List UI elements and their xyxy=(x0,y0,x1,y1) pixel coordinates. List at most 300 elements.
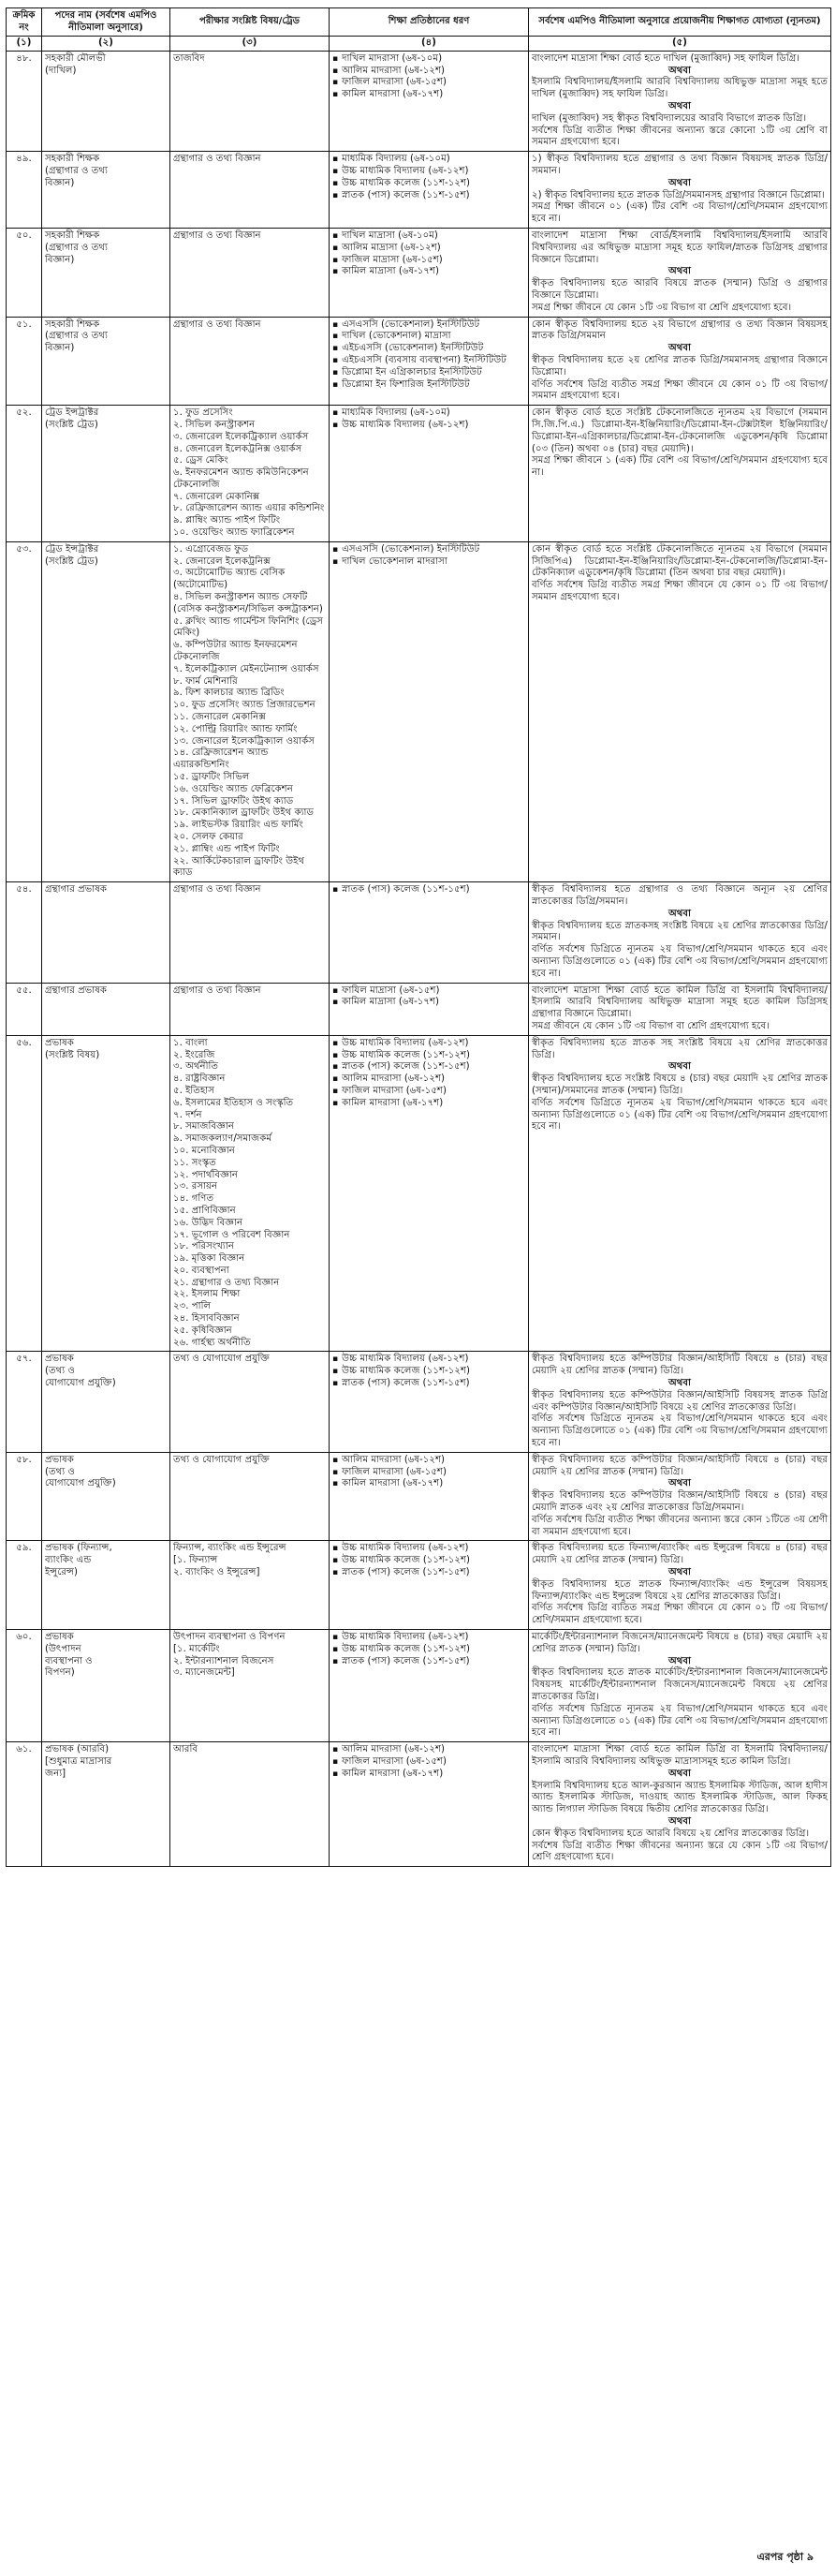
post-name-line: বিজ্ঞান) xyxy=(45,177,75,188)
subject-item: ১২. পদার্থবিজ্ঞান xyxy=(173,1169,238,1180)
qualification-cell xyxy=(529,1541,831,1630)
post-name-line: (তথ্য ও xyxy=(45,1366,75,1377)
qualification-text: বাংলাদেশ মাদ্রাসা শিক্ষা বোর্ড হতে দাখিল (মুজাব্বিদ) সহ ফাযিল ডিগ্রি। xyxy=(532,52,800,64)
qualification-cell xyxy=(529,228,831,317)
subject-cell xyxy=(170,1352,330,1452)
qualification-cell xyxy=(529,1352,831,1452)
post-name-line: (উৎপাদন xyxy=(45,1643,81,1654)
post-name-line: ট্রেড ইন্সট্রাক্টর xyxy=(45,543,99,555)
subject-item: ২০. সেলফ কেয়ার xyxy=(173,832,243,842)
post-name-line: বিজ্ঞান) xyxy=(45,254,75,265)
post-name-line: সহকারী শিক্ষক xyxy=(45,318,100,330)
header-post-name: পদের নাম (সর্বশেষ এমপিও নীতিমালা অনুসারে) xyxy=(42,8,170,37)
subject-item: ৮. সমাজবিজ্ঞান xyxy=(173,1121,234,1133)
institution-item: ▪ কামিল মাদ্রাসা (৬ষ-১৭শ) xyxy=(332,997,525,1009)
post-name-cell xyxy=(42,1352,170,1452)
qualification-text: ২) স্বীকৃত বিশ্ববিদ্যালয় হতে স্নাতক ডিগ্রি/সমমানসহ গ্রন্থাগার বিজ্ঞানে ডিপ্লোমা। xyxy=(532,189,826,200)
post-name-cell xyxy=(42,1035,170,1352)
subject-item: ২১. প্লাম্বিং এন্ড পাইপ ফিটিং xyxy=(173,843,280,854)
institution-item: ▪ উচ্চ মাধ্যমিক কলেজ (১১শ-১২শ) xyxy=(332,1366,525,1378)
or-divider: অথবা xyxy=(667,177,692,188)
institution-item: ▪ ফাযিল মাদ্রাসা (৬ষ-১৫শ) xyxy=(332,985,525,998)
post-name-line: ইন্সুরেন্স) xyxy=(45,1567,79,1578)
institution-item: ▪ কামিল মাদরাসা (৬ষ-১৭শ) xyxy=(332,89,525,101)
serial-cell: ৪৯. xyxy=(7,152,42,229)
institution-item: ▪ উচ্চ মাধ্যমিক বিদ্যালয় (৬ষ-১২শ) xyxy=(332,1354,525,1366)
institution-item: ▪ দাখিল (ভোকেশনাল) মাদ্রাসা xyxy=(332,331,525,343)
table-row xyxy=(7,317,831,406)
subject-cell xyxy=(170,1630,330,1742)
serial-cell: ৬১. xyxy=(7,1742,42,1867)
institution-item: ▪ ফাজিল মাদরাসা (৬ষ-১৫শ) xyxy=(332,1467,525,1479)
subject-item: ৬. ইসলামের ইতিহাস ও সংস্কৃতি xyxy=(173,1097,294,1108)
qualification-text: স্বীকৃত বিশ্ববিদ্যালয় হতে গ্রন্থাগার ও তথ্য বিজ্ঞানে অন্যূন ২য় শ্রেণির স্নাতকোত্তর ডিগ্রি/সমমান। xyxy=(532,884,828,907)
qualification-text: বর্ণিত সর্বশেষ ডিগ্রি ব্যতীত সমগ্র শিক্ষা জীবনে যে কোন ০১ টি ৩য় বিভাগ/সমমান গ্রহণযোগ্য হবে। xyxy=(532,378,828,402)
qualification-text: কোন স্বীকৃত বিশ্ববিদ্যালয় হতে আরবি বিষয়ে ২য় শ্রেণির স্নাতকোত্তর ডিগ্রি। xyxy=(532,1828,810,1839)
institution-item: ▪ এইচএসসি (ব্যবসায় ব্যবস্থাপনা) ইনস্টিটিউট xyxy=(332,355,525,367)
subject-item: ৩. অর্থনীতি xyxy=(173,1061,219,1073)
or-divider: অথবা xyxy=(667,1061,692,1073)
qualification-text: সমগ্র শিক্ষা জীবনে ০১ (এক) টির বেশি ৩য় বিভাগ/শ্রেণি/সমমান গ্রহণযোগ্য হবে না। xyxy=(532,201,828,225)
serial-cell: ৫৮. xyxy=(7,1452,42,1541)
qualification-cell xyxy=(529,983,831,1035)
institution-item: ▪ ফাজিল মাদরাসা (৬ষ-১৫শ) xyxy=(332,1086,525,1098)
qualification-text: ইসলামি বিশ্ববিদ্যালয়/ইসলামি আরবি বিশ্ববিদ্যালয় অধিভুক্ত মাদ্রাসা সমূহ হতে দাখিল (মুজাব্বিদ) সহ ফাযিল ডিগ্রি। xyxy=(532,77,828,100)
subject-item: ১. বাংলা xyxy=(173,1037,208,1048)
subject-item: ১৬. ওয়েল্ডিং অ্যান্ড ফেব্রিকেশন xyxy=(173,783,293,794)
qualification-text: স্বীকৃত বিশ্ববিদ্যালয় হতে স্নাতক মার্কেটিং/ইন্টারন্যাশনাল বিজনেস/ম্যানেজমেন্ট বিষয়সহ মার্কেটিং/ইন্টারন্যাশনাল বিজনেস/ম্যানেজমেন্ট বিষয়ে ২য় শ্রেণির স্নাতকোত্তর ডিগ্রি। xyxy=(532,1667,828,1702)
qualification-text: বর্ণিত সর্বশেষ ডিগ্রি ব্যতিত সমগ্র শিক্ষা জীবনে যে কোন ০১ টি ৩য় বিভাগ/শ্রেণি/সমমান গ্রহণযোগ্য হবে। xyxy=(532,1603,828,1626)
subject-item: ৩. অটোমোটিভ অ্যান্ড বেসিক (অটোমোটিভ) xyxy=(173,568,286,591)
subject-cell xyxy=(170,1541,330,1630)
subject-item: ৩. ম্যানেজমেন্ট] xyxy=(173,1667,235,1679)
qualification-cell xyxy=(529,1452,831,1541)
qualification-text: স্বীকৃত বিশ্ববিদ্যালয় হতে কম্পিউটার বিজ্ঞান/আইসিটি বিষয়ে ৪ (চার) বছর মেয়াদি ২য় শ্রেণির স্নাতক (সম্মান) ডিগ্রি। xyxy=(532,1354,828,1377)
column-number: (৪) xyxy=(330,37,529,52)
table-header-row xyxy=(7,8,831,37)
subject-cell xyxy=(170,228,330,317)
post-name-line: সহকারী শিক্ষক xyxy=(45,154,100,165)
institution-item: ▪ স্নাতক (পাস) কলেজ (১১শ-১৫শ) xyxy=(332,1378,525,1390)
qualification-text: সমগ্র শিক্ষা জীবনে ১ (এক) টির বেশি ৩য় বিভাগ/শ্রেণি/সমমান গ্রহণযোগ্য হবে না। xyxy=(532,455,828,479)
table-row xyxy=(7,228,831,317)
institution-item: ▪ স্নাতক (পাস) কলেজ (১১শ-১৫শ) xyxy=(332,884,525,896)
institution-cell xyxy=(330,882,529,983)
post-name-line: বিজ্ঞান) xyxy=(45,343,75,354)
serial-cell: ৫৬. xyxy=(7,1035,42,1352)
table-row xyxy=(7,51,831,151)
subject-item: উৎপাদন ব্যবস্থাপনা ও বিপণন xyxy=(173,1632,286,1642)
subject-item: ৭. জেনারেল মেকানিক্স xyxy=(173,491,260,502)
subject-item: ২৫. কৃষিবিজ্ঞান xyxy=(173,1325,232,1336)
header-qualification: সর্বশেষ এমপিও নীতিমালা অনুসারে প্রয়োজনীয় শিক্ষাগত যোগ্যতা (ন্যূনতম) xyxy=(529,8,831,37)
table-row xyxy=(7,1035,831,1352)
institution-item: ▪ উচ্চ মাধ্যমিক বিদ্যালয় (৬ষ-১২শ) xyxy=(332,420,525,432)
serial-cell: ৫৭. xyxy=(7,1352,42,1452)
subject-cell xyxy=(170,1452,330,1541)
post-name-cell xyxy=(42,882,170,983)
institution-cell xyxy=(330,317,529,406)
institution-cell xyxy=(330,1035,529,1352)
post-name-cell xyxy=(42,317,170,406)
post-name-cell xyxy=(42,1452,170,1541)
post-name-cell xyxy=(42,406,170,542)
institution-cell xyxy=(330,152,529,229)
institution-item: ▪ স্নাতক (পাস) কলেজ (১১শ-১৫শ) xyxy=(332,1656,525,1668)
post-name-cell xyxy=(42,1630,170,1742)
post-name-line: (গ্রন্থাগার ও তথ্য xyxy=(45,331,108,342)
subject-item: ২৪. হিসাববিজ্ঞান xyxy=(173,1313,240,1325)
subject-item: গ্রন্থাগার ও তথ্য বিজ্ঞান xyxy=(173,318,261,330)
qualification-text: স্বীকৃত বিশ্ববিদ্যালয় হতে স্নাতক ফিন্যান্স/ব্যাংকিং এন্ড ইন্সুরেন্স বিষয়সহ ফিন্যান্স/ব্যাংকিং এন্ড ইন্সুরেন্স বিষয়ে ২য় শ্রেণির স্নাতকোত্তর ডিগ্রি। xyxy=(532,1578,828,1602)
qualification-cell xyxy=(529,882,831,983)
institution-item: ▪ উচ্চ মাধ্যমিক কলেজ (১১শ-১২শ) xyxy=(332,178,525,190)
post-name-line: প্রভাষক (আরবি) xyxy=(45,1744,110,1755)
subject-item: ৭. দর্শন xyxy=(173,1109,202,1120)
qualification-text: বাংলাদেশ মাদ্রাসা শিক্ষা বোর্ড হতে কামিল ডিগ্রি বা ইসলামি বিশ্ববিদ্যালয়/ইসলামি আরবি বিশ্ববিদ্যালয় অধিভুক্ত মাদ্রাসাসমূহ হতে কামিল ডিগ্রি। xyxy=(532,1744,828,1767)
subject-cell xyxy=(170,541,330,881)
or-divider: অথবা xyxy=(667,1815,692,1827)
serial-cell: ৫৪. xyxy=(7,882,42,983)
institution-item: ▪ উচ্চ মাধ্যমিক বিদ্যালয় (৬ষ-১২শ) xyxy=(332,1632,525,1644)
qualification-cell xyxy=(529,1742,831,1867)
subject-item: ৫. ক্লথিং অ্যান্ড গার্মেন্টস ফিনিশিং (ড্রেস মেকিং) xyxy=(173,615,323,639)
subject-item: ২১. গ্রন্থাগার ও তথ্য বিজ্ঞান xyxy=(173,1277,280,1288)
institution-item: ▪ দাখিল মাদরাসা (৬ষ-১০ম) xyxy=(332,53,525,66)
subject-item: ফিন্যান্স, ব্যাংকিং এন্ড ইন্সুরেন্স xyxy=(173,1543,286,1554)
institution-cell xyxy=(330,406,529,542)
institution-cell xyxy=(330,983,529,1035)
subject-cell xyxy=(170,1035,330,1352)
header-institution-type: শিক্ষা প্রতিষ্ঠানের ধরণ xyxy=(330,8,529,37)
subject-item: [১. মার্কেটিং xyxy=(173,1643,220,1654)
or-divider: অথবা xyxy=(667,100,692,111)
qualification-text: কোন স্বীকৃত বোর্ড হতে সংশ্লিষ্ট টেকনোলজিতে ন্যূনতম ২য় বিভাগে (সমমান সি.জি.পি.এ.) ডিপ্লোমা-ইন-ইঞ্জিনিয়ারিং/ডিপ্লোমা-ইন-টেক্সটাইল ইঞ্জিনিয়ারিং/ডিপ্লোমা-ইন-এগ্রিকালচার/ডিপ্লোমা-ইন-টেকনোলজি এডুকেশন/কৃষি ডিপ্লোমা (০৩ (তিন) অথবা ০৪ (চার) বছর মেয়াদি)। xyxy=(532,407,828,454)
subject-item: গ্রন্থাগার ও তথ্য বিজ্ঞান xyxy=(173,154,261,165)
or-divider: অথবা xyxy=(667,1567,692,1578)
qualification-text: বর্ণিত সর্বশেষ ডিগ্রি ব্যতীত সমগ্র শিক্ষা জীবনে যে কোন ০১ টি ৩য় বিভাগ/সমমান গ্রহণযোগ্য হবে। xyxy=(532,580,828,603)
qualification-text: ১) স্বীকৃত বিশ্ববিদ্যালয় হতে গ্রন্থাগার ও তথ্য বিজ্ঞান বিষয়সহ স্নাতক ডিগ্রি/সমমান। xyxy=(532,154,828,176)
institution-item: ▪ স্নাতক (পাস) কলেজ (১১শ-১৫শ) xyxy=(332,1567,525,1579)
qualification-cell xyxy=(529,1035,831,1352)
subject-item: ৯. ফিশ কালচার অ্যান্ড ব্রিডিং xyxy=(173,688,285,699)
post-name-line: (সংশ্লিষ্ট বিষয়) xyxy=(45,1049,100,1060)
qualification-cell xyxy=(529,1630,831,1742)
subject-cell xyxy=(170,51,330,151)
institution-cell xyxy=(330,1352,529,1452)
qualification-text: স্বীকৃত বিশ্ববিদ্যালয় হতে কম্পিউটার বিজ্ঞান/আইসিটি বিষয়সহ স্নাতক ডিগ্রি এবং কম্পিউটার বিজ্ঞান/আইসিটি বিষয়ে ২য় শ্রেণির স্নাতকোত্তর ডিগ্রি। xyxy=(532,1389,828,1413)
or-divider: অথবা xyxy=(667,908,692,919)
qualification-cell xyxy=(529,51,831,151)
qualification-cell xyxy=(529,317,831,406)
institution-item: ▪ আলিম মাদরাসা (৬ষ-১২শ) xyxy=(332,1744,525,1756)
qualification-text: বাংলাদেশ মাদ্রাসা শিক্ষা বোর্ড/ইসলামি বিশ্ববিদ্যালয়/ইসলামি আরবি বিশ্ববিদ্যালয় এর অধিভুক্ত মাদ্রাসা সমূহ হতে ফাযিল/স্নাতক ডিগ্রিসহ গ্রন্থাগার বিজ্ঞানে ডিপ্লোমা। xyxy=(532,229,828,265)
institution-cell xyxy=(330,228,529,317)
institution-item: ▪ মাধ্যমিক বিদ্যালয় (৬ষ-১০ম) xyxy=(332,154,525,166)
qualification-text: সমগ্র জীবনে যে কোন ১টি ৩য় বিভাগ বা শ্রেণি গ্রহণযোগ্য হবে। xyxy=(532,1020,770,1031)
or-divider: অথবা xyxy=(667,1655,692,1666)
subject-item: ২. ব্যাংকিং ও ইন্সুরেন্স] xyxy=(173,1567,260,1578)
table-row xyxy=(7,406,831,542)
institution-item: ▪ কামিল মাদরাসা (৬ষ-১৭শ) xyxy=(332,1769,525,1781)
post-name-cell xyxy=(42,51,170,151)
subject-item: তথ্য ও যোগাযোগ প্রযুক্তি xyxy=(173,1354,270,1365)
subject-item: ১১. জেনারেল মেকানিক্স xyxy=(173,712,266,723)
subject-item: ১৭. ভূগোল ও পরিবেশ বিজ্ঞান xyxy=(173,1229,290,1240)
subject-item: ১১. সংস্কৃত xyxy=(173,1157,216,1168)
qualification-text: স্বীকৃত বিশ্ববিদ্যালয় হতে স্নাতক সহ সংশ্লিষ্ট বিষয়ে ২য় শ্রেণির স্নাতকোত্তর ডিগ্রি। xyxy=(532,1037,828,1060)
column-number-row xyxy=(7,37,831,52)
institution-item: ▪ কামিল মাদ্রাসা (৬ষ-১৭শ) xyxy=(332,266,525,278)
subject-cell xyxy=(170,317,330,406)
subject-cell xyxy=(170,406,330,542)
post-name-line: (সংশ্লিষ্ট ট্রেড) xyxy=(45,419,98,430)
subject-item: ২২. আর্কিটেকচারাল ড্রাফটিং উইথ ক্যাড xyxy=(173,855,305,879)
table-body xyxy=(7,51,831,1866)
next-page-note: এরপর পৃষ্ঠা ৯ xyxy=(756,2551,814,2563)
subject-item: ২৬. গার্হস্থ্য অর্থনীতি xyxy=(173,1337,251,1348)
post-name-line: প্রভাষক xyxy=(45,1037,74,1048)
institution-item: ▪ দাখিল মাদ্রাসা (৬ষ-১০ম) xyxy=(332,230,525,243)
institution-item: ▪ কামিল মাদরাসা (৬ষ-১৭শ) xyxy=(332,1478,525,1490)
post-name-cell xyxy=(42,983,170,1035)
subject-item: ১৯. মৃত্তিকা বিজ্ঞান xyxy=(173,1253,245,1265)
qualification-text: স্বীকৃত বিশ্ববিদ্যালয় হতে কম্পিউটার বিজ্ঞান/আইসিটি বিষয়ে ৪ (চার) বছর মেয়াদি স্নাতক এবং ২য় শ্রেণির স্নাতকোত্তর ডিগ্রি/সমমান। xyxy=(532,1490,828,1514)
subject-item: ১৪. রেফ্রিজারেশন অ্যান্ড এয়ারকন্ডিশনিং xyxy=(173,748,269,771)
post-name-line: গ্রন্থাগার প্রভাষক xyxy=(45,985,107,996)
subject-item: গ্রন্থাগার ও তথ্য বিজ্ঞান xyxy=(173,985,261,996)
institution-item: ▪ উচ্চ মাধ্যমিক কলেজ (১১শ-১২শ) xyxy=(332,1555,525,1567)
subject-item: ৯. সমাজকল্যাণ/সমাজকর্ম xyxy=(173,1133,272,1145)
post-name-line: (তথ্য ও xyxy=(45,1466,75,1477)
post-name-line: ব্যাংকিং এন্ড xyxy=(45,1555,92,1566)
subject-item: ১৩. রসায়ন xyxy=(173,1181,218,1192)
qualification-text: কোন স্বীকৃত বিশ্ববিদ্যালয় হতে ২য় বিভাগে গ্রন্থাগার ও তথ্য বিজ্ঞান বিষয়সহ স্নাতক ডিগ্রি/সমমান xyxy=(532,318,828,342)
post-name-line: (সংশ্লিষ্ট ট্রেড) xyxy=(45,555,98,567)
subject-item: ৬. ইনফরমেশন অ্যান্ড কমিউনিকেশন টেকনোলজি xyxy=(173,467,309,490)
post-name-line: বিপণন) xyxy=(45,1667,75,1679)
post-name-line: গ্রন্থাগার প্রভাষক xyxy=(45,884,107,896)
institution-cell xyxy=(330,1541,529,1630)
serial-cell: ৫২. xyxy=(7,406,42,542)
subject-cell xyxy=(170,983,330,1035)
subject-item: ২. ইন্টারন্যাশনাল বিজনেস xyxy=(173,1655,274,1666)
qualification-text: বর্ণিত সর্বশেষ ডিগ্রিতে ন্যূনতম ২য় বিভাগ/শ্রেণি/সমমান থাকতে হবে এবং অন্যান্য ডিগ্রিগুলোতে ০১ (এক) টির বেশি ৩য় বিভাগ/শ্রেণি/সমমান গ্রহণযোগ্য হবে না। xyxy=(532,1097,828,1133)
column-number: (২) xyxy=(42,37,170,52)
subject-item: ১৩. জেনারেল ইলেকট্রিক্যাল ওয়ার্কস xyxy=(173,735,315,747)
subject-item: ১০. মনোবিজ্ঞান xyxy=(173,1145,235,1156)
serial-cell: ৫৩. xyxy=(7,541,42,881)
subject-item: তাজবিদ xyxy=(173,52,205,64)
table-row xyxy=(7,1452,831,1541)
subject-item: গ্রন্থাগার ও তথ্য বিজ্ঞান xyxy=(173,229,261,241)
qualification-text: বর্ণিত সর্বশেষ ডিগ্রিতে ন্যূনতম ২য় বিভাগ/শ্রেণি/সমমান থাকতে হবে এবং অন্যান্য ডিগ্রিগুলোতে ০১ (এক) টির বেশি ৩য় বিভাগ/শ্রেণি/সমমান গ্রহণযোগ্য হবে না। xyxy=(532,1414,828,1449)
qualification-text: বর্ণিত সর্বশেষ ডিগ্রি ব্যতীত শিক্ষা জীবনের অন্যান্য স্তরে কোন ১টিতে ৩য় শ্রেণী বা সমমান গ্রহণযোগ্য হবে। xyxy=(532,1514,828,1537)
header-serial: ক্রমিক নং xyxy=(7,8,42,37)
table-row xyxy=(7,1742,831,1867)
post-name-cell xyxy=(42,541,170,881)
post-name-line: সহকারী শিক্ষক xyxy=(45,229,100,241)
post-name-cell xyxy=(42,228,170,317)
institution-item: ▪ ফাজিল মাদ্রাসা (৬ষ-১৫শ) xyxy=(332,255,525,267)
subject-item: ৪. রাষ্ট্রবিজ্ঞান xyxy=(173,1073,226,1085)
subject-item: ১৪. গণিত xyxy=(173,1193,214,1205)
qualification-text: বর্ণিত সর্বশেষ ডিগ্রিতে ন্যূনতম ২য় বিভাগ/শ্রেণি/সমমান থাকতে হবে এবং অন্যান্য ডিগ্রিগুলোতে ০১ (এক) টির বেশি ৩য় বিভাগ/শ্রেণি/সমমান গ্রহণযোগ্য হবে না। xyxy=(532,1703,828,1739)
table-row xyxy=(7,541,831,881)
serial-cell: ৫৯. xyxy=(7,1541,42,1630)
or-divider: অথবা xyxy=(667,1378,692,1389)
subject-item: ১. ফুড প্রসেসিং xyxy=(173,407,233,419)
column-number: (৩) xyxy=(170,37,330,52)
column-number: (১) xyxy=(7,37,42,52)
institution-item: ▪ কামিল মাদরাসা (৬ষ-১৭শ) xyxy=(332,1098,525,1110)
subject-item: ১৬. উদ্ভিদ বিজ্ঞান xyxy=(173,1217,243,1228)
qualification-text: ইসলামি বিশ্ববিদ্যালয় হতে আল-কুরআন অ্যান্ড ইসলামিক স্টাডিজ, আল হাদীস অ্যান্ড ইসলামিক স্টাডিজ, দাওয়াহ অ্যান্ড ইসলামিক স্টাডিজ, আল ফিকহ অ্যান্ড লিগ্যাল স্টাডিজ বিষয়ে দ্বিতীয় শ্রেণির স্নাতকোত্তর ডিগ্রি। xyxy=(532,1780,828,1815)
subject-item: গ্রন্থাগার ও তথ্য বিজ্ঞান xyxy=(173,884,261,896)
table-row xyxy=(7,882,831,983)
institution-cell xyxy=(330,1630,529,1742)
serial-cell: ৫৫. xyxy=(7,983,42,1035)
institution-item: ▪ আলিম মাদরাসা (৬ষ-১২শ) xyxy=(332,66,525,78)
subject-item: ৮. রেফ্রিজারেশন অ্যান্ড এয়ার কন্ডিশনিং xyxy=(173,503,325,514)
subject-item: ৩. জেনারেল ইলেকট্রিক্যাল ওয়ার্কস xyxy=(173,431,309,442)
institution-cell xyxy=(330,1452,529,1541)
qualification-text: মার্কেটিং/ইন্টারন্যাশনাল বিজনেস/ম্যানেজমেন্ট বিষয়ে ৪ (চার) বছর মেয়াদি ২য় শ্রেণির স্নাতক (সম্মান) ডিগ্রি। xyxy=(532,1632,828,1654)
post-name-line: যোগাযোগ প্রযুক্তি) xyxy=(45,1378,116,1389)
institution-item: ▪ আলিম মাদরাসা (৬ষ-১২শ) xyxy=(332,1073,525,1086)
institution-item: ▪ ডিপ্লোমা ইন এগ্রিকালচার ইনস্টিটিউট xyxy=(332,367,525,379)
subject-item: ৮. ফার্ম মেশিনারি xyxy=(173,675,238,687)
post-name-cell xyxy=(42,1541,170,1630)
subject-item: ১২. পোল্ট্রি রিয়ারিং অ্যান্ড ফার্মিং xyxy=(173,723,298,734)
institution-item: ▪ উচ্চ মাধ্যমিক বিদ্যালয় (৬ষ-১২শ) xyxy=(332,1038,525,1050)
post-name-line: সহকারী মৌলভী xyxy=(45,52,106,64)
or-divider: অথবা xyxy=(667,1768,692,1779)
subject-item: ২২. ইসলাম শিক্ষা xyxy=(173,1289,241,1300)
post-name-line: প্রভাষক xyxy=(45,1354,74,1365)
subject-item: ১৯. লাইভস্টক রিয়ারিং এন্ড ফার্মিং xyxy=(173,820,303,831)
subject-item: ১৫. প্রাণিবিজ্ঞান xyxy=(173,1205,236,1216)
institution-cell xyxy=(330,541,529,881)
subject-item: ১৫. ড্রাফটিং সিভিল xyxy=(173,772,250,783)
serial-cell: ৪৮. xyxy=(7,51,42,151)
subject-item: ৭. ইলেকট্রিক্যাল মেইনটেন্যান্স ওয়ার্কস xyxy=(173,663,319,674)
subject-item: [১. ফিন্যান্স xyxy=(173,1555,218,1566)
post-name-line: ট্রেড ইন্সট্রাক্টর xyxy=(45,407,99,419)
or-divider: অথবা xyxy=(667,1478,692,1489)
qualification-text: সর্বশেষ ডিগ্রি ব্যতীত শিক্ষা জীবনের অন্যান্য স্তরে যে কোন ১টি ৩য় বিভাগ/শ্রেণি গ্রহণযোগ্য হবে। xyxy=(532,1840,828,1863)
post-name-line: জন্য] xyxy=(45,1768,66,1779)
subject-item: ১. এগ্রোবেজড ফুড xyxy=(173,543,249,555)
or-divider: অথবা xyxy=(667,65,692,76)
institution-item: ▪ উচ্চ মাধ্যমিক কলেজ (১১শ-১২শ) xyxy=(332,1644,525,1656)
post-name-cell xyxy=(42,152,170,229)
qualification-text: সমগ্র শিক্ষা জীবনে যে কোন ১টি ৩য় বিভাগ বা শ্রেণি গ্রহণযোগ্য হবে। xyxy=(532,302,792,313)
subject-item: ১৮. মেকানিক্যাল ড্রাফটিং উইথ ক্যাড xyxy=(173,807,314,819)
or-divider: অথবা xyxy=(667,266,692,277)
qualification-text: কোন স্বীকৃত বোর্ড হতে সংশ্লিষ্ট টেকনোলজিতে ন্যূনতম ২য় বিভাগে (সমমান সিজিপিএ) ডিপ্লোমা-ইন-ইঞ্জিনিয়ারিং/ডিপ্লোমা-ইন-টেকনোলজি/ডিপ্লোমা-ইন-টেকনিক্যাল এডুকেশন/কৃষি ডিপ্লোমা (তিন অথবা চার বছর মেয়াদি)। xyxy=(532,543,828,579)
post-name-line: (দাখিল) xyxy=(45,65,77,76)
serial-cell: ৬০. xyxy=(7,1630,42,1742)
institution-cell xyxy=(330,51,529,151)
table-row xyxy=(7,152,831,229)
qualification-text: স্বীকৃত বিশ্ববিদ্যালয় হতে আরবি বিষয়ে স্নাতক (সম্মান) ডিগ্রি ও গ্রন্থাগার বিজ্ঞানে ডিপ্লোমা। xyxy=(532,278,828,301)
institution-item: ▪ ফাজিল মাদরাসা (৬ষ-১৫শ) xyxy=(332,77,525,89)
subject-item: ২৩. পালি xyxy=(173,1301,212,1312)
subject-item: ৯. প্লাম্বিং অ্যান্ড পাইপ ফিটিং xyxy=(173,515,281,526)
table-row xyxy=(7,1541,831,1630)
subject-item: ১০. ফুড প্রসেসিং অ্যান্ড প্রিজারভেশন xyxy=(173,700,315,711)
institution-item: ▪ দাখিল ভোকেশনাল মাদরাসা xyxy=(332,556,525,569)
qualification-text: বাংলাদেশ মাদ্রাসা শিক্ষা বোর্ড হতে কামিল ডিগ্রি বা ইসলামি বিশ্ববিদ্যালয়/ইসলামি আরবি বিশ্ববিদ্যালয় অধিভুক্ত মাদ্রাসা সমূহ হতে কামিল ডিগ্রিসহ গ্রন্থাগার বিজ্ঞানে ডিপ্লোমা। xyxy=(532,985,828,1020)
subject-cell xyxy=(170,1742,330,1867)
qualification-text: স্বীকৃত বিশ্ববিদ্যালয় হতে সংশ্লিষ্ট বিষয়ে ৪ (চার) বছর মেয়াদি ২য় শ্রেণির স্নাতক (সম্মান)/সমমানের স্নাতক (সম্মান) ডিগ্রি। xyxy=(532,1073,828,1096)
post-name-line: প্রভাষক xyxy=(45,1454,74,1465)
institution-item: ▪ স্নাতক (পাস) কলেজ (১১শ-১৫শ) xyxy=(332,190,525,202)
post-name-line: (গ্রন্থাগার ও তথ্য xyxy=(45,165,108,176)
subject-item: ৪. জেনারেল ইলেকট্রনিক্স ওয়ার্কস xyxy=(173,443,302,454)
subject-item: ৫. ড্রেস মেকিং xyxy=(173,455,228,466)
table-row xyxy=(7,983,831,1035)
post-name-line: প্রভাষক xyxy=(45,1632,74,1642)
institution-item: ▪ এসএসসি (ভোকেশনাল) ইনস্টিটিউট xyxy=(332,319,525,332)
post-name-cell xyxy=(42,1742,170,1867)
institution-item: ▪ ডিপ্লোমা ইন ফিশারিজ ইনস্টিটিউট xyxy=(332,379,525,392)
institution-item: ▪ আলিম মাদ্রাসা (৬ষ-১২শ) xyxy=(332,243,525,255)
subject-item: ২. ইংরেজি xyxy=(173,1049,215,1060)
subject-item: ৫. ইতিহাস xyxy=(173,1085,214,1096)
qualification-text: স্বীকৃত বিশ্ববিদ্যালয় হতে ফিন্যান্স/ব্যাংকিং এন্ড ইন্সুরেন্স বিষয়ে ৪ (চার) বছর মেয়াদি ২য় শ্রেণির স্নাতক (সম্মান) ডিগ্রি। xyxy=(532,1543,828,1566)
qualification-cell xyxy=(529,152,831,229)
institution-cell xyxy=(330,1742,529,1867)
qualification-text: দাখিল (মুজাব্বিদ) সহ স্বীকৃত বিশ্ববিদ্যালয়ের আরবি বিভাগে স্নাতক ডিগ্রি। xyxy=(532,112,807,124)
qualification-text: বর্ণিত সর্বশেষ ডিগ্রিতে ন্যূনতম ২য় বিভাগ/শ্রেণি/সমমান থাকতে হবে এবং অন্যান্য ডিগ্রিগুলোতে ০১ (এক) টির বেশি ৩য় বিভাগ/শ্রেণি/সমমান গ্রহণযোগ্য হবে না। xyxy=(532,944,828,979)
qualification-cell xyxy=(529,541,831,881)
or-divider: অথবা xyxy=(667,343,692,354)
institution-item: ▪ এসএসসি (ভোকেশনাল) ইনস্টিটিউট xyxy=(332,544,525,556)
institution-item: ▪ উচ্চ মাধ্যমিক বিদ্যালয় (৬ষ-১২শ) xyxy=(332,1543,525,1555)
header-subject: পরীক্ষার সংশ্লিষ্ট বিষয়/ট্রেড xyxy=(170,8,330,37)
institution-item: ▪ মাধ্যমিক বিদ্যালয় (৬ষ-১০ম) xyxy=(332,407,525,420)
post-name-line: ব্যবস্থাপনা ও xyxy=(45,1655,93,1666)
qualification-cell xyxy=(529,406,831,542)
post-name-line: প্রভাষক (ফিন্যান্স, xyxy=(45,1543,112,1554)
institution-item: ▪ উচ্চ মাধ্যমিক বিদ্যালয় (৬ষ-১২শ) xyxy=(332,166,525,178)
institution-item: ▪ উচ্চ মাধ্যমিক কলেজ (১১শ-১২শ) xyxy=(332,1050,525,1062)
qualification-text: সর্বশেষ ডিগ্রি ব্যতীত শিক্ষা জীবনের অন্যান্য স্তরে কোনো ১টি ৩য় শ্রেণি বা সমমান গ্রহণযোগ্য হবে। xyxy=(532,125,828,148)
institution-item: ▪ আলিম মাদরাসা (৬ষ-১২শ) xyxy=(332,1455,525,1467)
institution-item: ▪ এইচএসসি (ভোকেশনাল) ইনস্টিটিউট xyxy=(332,343,525,355)
institution-item: ▪ স্নাতক (পাস) কলেজ (১১শ-১৫শ) xyxy=(332,1061,525,1073)
post-name-line: (গ্রন্থাগার ও তথ্য xyxy=(45,242,108,253)
subject-item: ২০. ব্যবস্থাপনা xyxy=(173,1265,229,1276)
subject-cell xyxy=(170,882,330,983)
institution-item: ▪ ফাজিল মাদরাসা (৬ষ-১৫শ) xyxy=(332,1756,525,1769)
table-row xyxy=(7,1352,831,1452)
column-number: (৫) xyxy=(529,37,831,52)
qualification-text: স্বীকৃত বিশ্ববিদ্যালয় হতে ২য় শ্রেণির স্নাতক ডিগ্রি/সমমানসহ গ্রন্থাগার বিজ্ঞানে ডিপ্লোমা। xyxy=(532,354,828,378)
subject-item: ১৭. সিভিল ড্রাফটিং উইথ ক্যাড xyxy=(173,795,294,807)
subject-item: আরবি xyxy=(173,1744,198,1755)
serial-cell: ৫১. xyxy=(7,317,42,406)
qualification-text: স্বীকৃত বিশ্ববিদ্যালয় হতে স্নাতকসহ সংশ্লিষ্ট বিষয়ে ২য় শ্রেণির স্নাতকোত্তর ডিগ্রি/সমমান। xyxy=(532,920,828,943)
subject-item: ২. জেনারেল ইলেকট্রনিক্স xyxy=(173,555,271,567)
serial-cell: ৫০. xyxy=(7,228,42,317)
subject-item: ১৮. পরিসংখ্যান xyxy=(173,1241,234,1252)
subject-item: ৬. কম্পিউটার অ্যান্ড ইনফরমেশন টেকনোলজি xyxy=(173,640,298,663)
qualification-table xyxy=(6,7,831,1867)
subject-item: ৪. সিভিল কনস্ট্রাকশন অ্যান্ড সেফটি (বেসিক কনস্ট্রাকশন/সিভিল কন্সট্রাকশন) xyxy=(173,592,323,614)
